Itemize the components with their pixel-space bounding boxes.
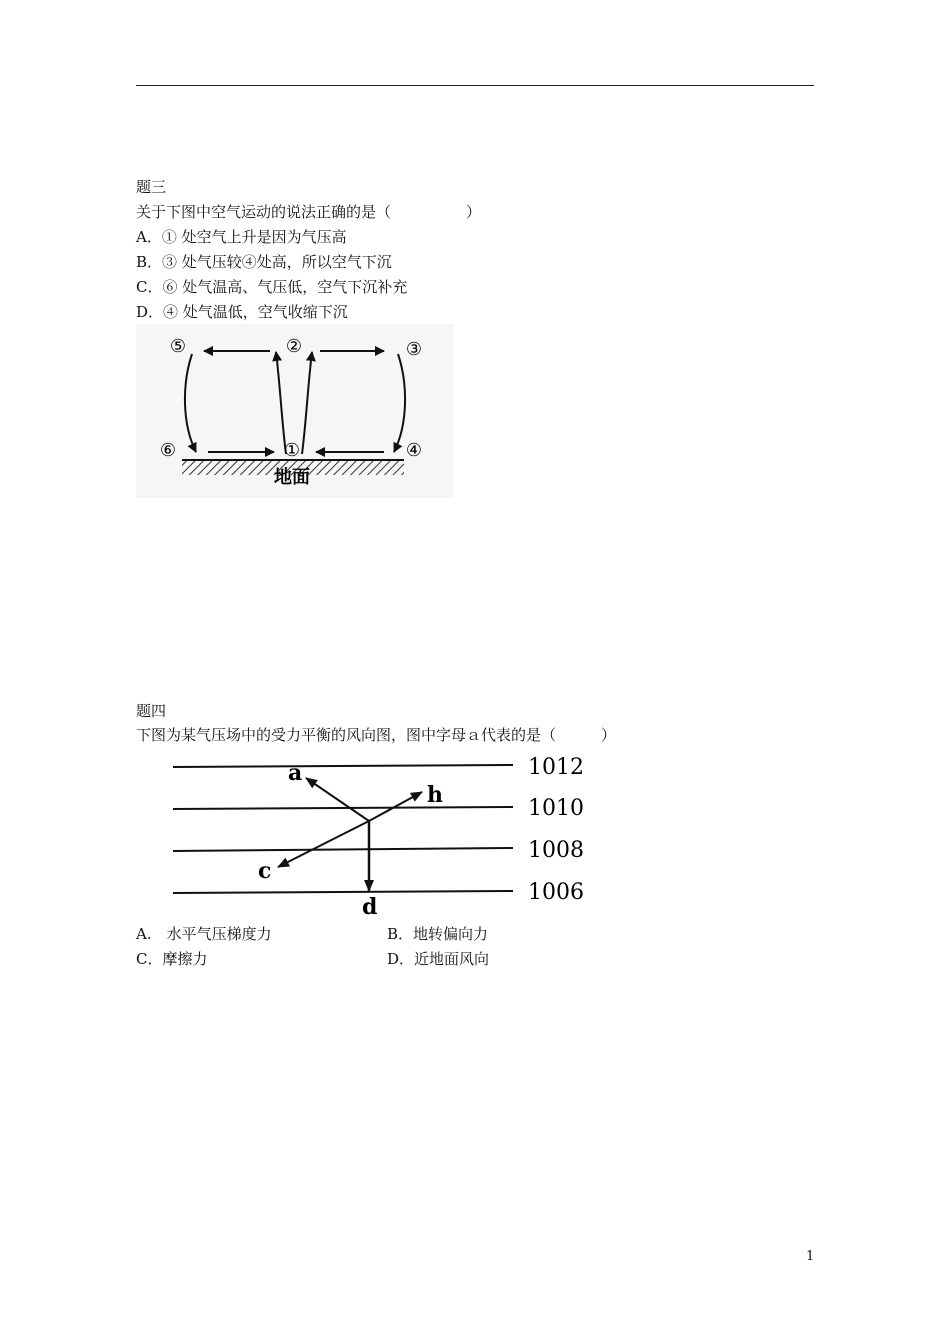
point-1-label: ① <box>283 440 301 461</box>
point-6-label: ⑥ <box>159 440 177 461</box>
q4-option-b: B．地转偏向力 <box>387 925 489 943</box>
point-3-label: ③ <box>405 339 423 360</box>
q3-option-d: D．④ 处气温低，空气收缩下沉 <box>136 303 348 321</box>
q3-title: 题三 <box>136 178 167 196</box>
arrow-a <box>306 778 369 821</box>
point-5-label: ⑤ <box>169 336 187 357</box>
letter-h: h <box>427 782 443 808</box>
letter-d: d <box>362 894 378 918</box>
q3-option-c: C．⑥ 处气温高、气压低，空气下沉补充 <box>136 278 408 296</box>
q4-stem: 下图为某气压场中的受力平衡的风向图，图中字母ａ代表的是（ ） <box>136 726 617 744</box>
letter-c: c <box>258 858 272 884</box>
page-number: 1 <box>806 1249 815 1264</box>
isobar-1012 <box>173 765 513 767</box>
isobar-1006 <box>173 891 513 893</box>
q4-title: 题四 <box>136 702 167 720</box>
q3-option-b: B．③ 处气压较④处高，所以空气下沉 <box>136 253 392 271</box>
isobar-1008 <box>173 848 513 851</box>
q4-option-c: C．摩擦力 <box>136 950 208 968</box>
isobar-label-1010: 1010 <box>528 796 584 821</box>
q3-stem: 关于下图中空气运动的说法正确的是（ ） <box>136 203 482 221</box>
isobar-1010 <box>173 807 513 809</box>
ground-label: 地面 <box>274 467 310 488</box>
isobar-label-1008: 1008 <box>528 838 584 863</box>
header-rule <box>136 85 814 86</box>
convection-diagram <box>136 324 454 498</box>
isobar-label-1006: 1006 <box>528 880 584 905</box>
q3-option-a: A．① 处空气上升是因为气压高 <box>136 228 347 246</box>
q4-option-a: A. 水平气压梯度力 <box>136 925 272 943</box>
wind-force-diagram <box>168 752 598 918</box>
point-4-label: ④ <box>405 440 423 461</box>
arrow-h <box>369 792 422 821</box>
isobar-label-1012: 1012 <box>528 755 584 780</box>
letter-a: a <box>288 760 303 786</box>
arrow-c <box>278 821 369 867</box>
point-2-label: ② <box>285 336 303 357</box>
q4-option-d: D．近地面风向 <box>387 950 490 968</box>
